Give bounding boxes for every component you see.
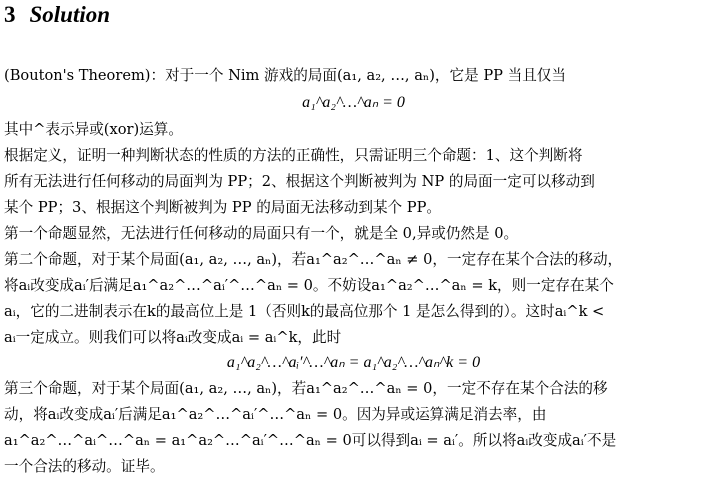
paragraph-line: 将aᵢ改变成aᵢ′后满足a₁^a₂^…^aᵢ′^…^aₙ = 0。不妨设a₁^a₂^…^aₙ = k，则一定存在某个 [4,277,614,294]
paragraph-line: 根据定义，证明一种判断状态的性质的方法的正确性，只需证明三个命题：1、这个判断将 [4,147,583,164]
paragraph-line: aᵢ，它的二进制表示在k的最高位上是 1（否则k的最高位那个 1 是怎么得到的）。这时aᵢ^k < [4,303,605,320]
paragraph-line: aᵢ一定成立。则我们可以将aᵢ改变成aᵢ = aᵢ^k，此时 [4,329,342,346]
section-heading [4,2,110,28]
paragraph-line: 一个合法的移动。证毕。 [4,458,165,475]
paragraph-line: a₁^a₂^…^aᵢ^…^aₙ = a₁^a₂^…^aᵢ′^…^aₙ = 0可以得到aᵢ = aᵢ′。所以将aᵢ改变成aᵢ′不是 [4,432,617,449]
section-title: Solution [29,2,111,27]
paragraph-line: 第一个命题显然，无法进行任何移动的局面只有一个，就是全 0,异或仍然是 0。 [4,225,519,242]
paragraph-line: 动，将aᵢ改变成aᵢ′后满足a₁^a₂^…^aᵢ′^…^aₙ = 0。因为异或运算满足消去率，由 [4,406,547,423]
paragraph-line: 某个 PP；3、根据这个判断被判为 PP 的局面无法移动到某个 PP。 [4,199,442,216]
paragraph-line: 第三个命题，对于某个局面(a₁, a₂, …, aₙ)，若a₁^a₂^…^aₙ = 0，一定不存在某个合法的移 [4,380,608,397]
section-number: 3 [4,2,16,27]
xor-equation: a₁^a₂^…^aₙ = 0 [302,94,405,111]
paragraph-line: 所有无法进行任何移动的局面判为 PP；2、根据这个判断被判为 NP 的局面一定可以移动到 [4,173,595,190]
theorem-statement: (Bouton's Theorem)：对于一个 Nim 游戏的局面(a₁, a₂, …, aₙ)，它是 PP 当且仅当 [4,67,566,84]
display-equation: a₁^a₂^…^aᵢ′^…^aₙ = a₁^a₂^…^aₙ^k = 0 [226,354,481,371]
paragraph-line: 其中^表示异或(xor)运算。 [4,121,183,138]
paragraph-line: 第二个命题，对于某个局面(a₁, a₂, …, aₙ)，若a₁^a₂^…^aₙ ≠ 0，一定存在某个合法的移动， [4,251,623,268]
